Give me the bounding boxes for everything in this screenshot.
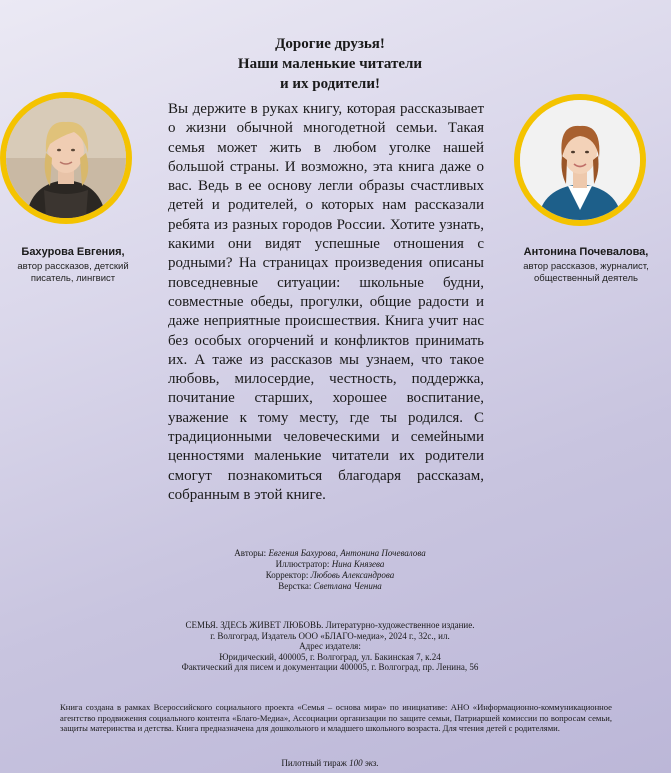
imprint-line-2: г. Волгоград, Издатель ООО «БЛАГО-медиа», 2024 г., 32с., ил. <box>210 630 450 641</box>
credit-corrector-label: Корректор: <box>265 570 309 580</box>
author-name-left: Бахурова Евгения, <box>21 246 125 258</box>
intro-paragraph: Вы держите в руках книгу, которая рассказывает о жизни обычной многодетной семьи. Такая семья может жить в любом уголке нашей большой страны. И возможно, эта книга даже о вас. Ведь в ее основу легли образы счастливых детей и родителей, о которых нам рассказали ребята из разных городов России. Хотите узнать, какими они видят успешные отношения с родными? На страницах произведения описаны повседневные ситуации: школьные будни, совместные обеды, прогулки, общие радости и даже неприятные происшествия. Книга учит нас без особых огорчений и конфликтов принимать их. А таже из рассказов мы узнаем, что такое любовь, милосердие, честность, поддержка, почитание старших, хорошее воспитание, уважение к тому месту, где ты родился. С традиционными человеческими и семейными ценностями маленькие читатели их родители смогут познакомиться благодаря рассказам, собранным в этой книге. <box>168 101 484 503</box>
author-photo-right <box>514 94 646 226</box>
author-photo-left <box>0 92 132 224</box>
imprint-line-5: Фактический для писем и документации 400005, г. Волгоград, пр. Ленина, 56 <box>181 662 479 672</box>
author-role-left-line-1: автор рассказов, детский <box>17 261 129 272</box>
imprint-line-3: Адрес издателя: <box>299 641 361 651</box>
author-role-right-line-2: общественный деятель <box>534 273 638 284</box>
credit-corrector-value: Любовь Александрова <box>310 570 395 580</box>
credits-block <box>150 548 510 592</box>
credit-authors <box>150 548 510 559</box>
credit-authors-value: Евгения Бахурова, Антонина Почевалова <box>268 548 426 558</box>
author-role-right <box>511 261 661 285</box>
print-run-value: 100 экз. <box>349 758 379 768</box>
print-run <box>150 758 510 768</box>
greeting-heading <box>150 34 510 94</box>
portrait-woman-redhead-icon <box>520 100 640 220</box>
credit-layout <box>150 581 510 592</box>
author-role-left-line-2: писатель, лингвист <box>30 273 116 284</box>
project-note: Книга создана в рамках Всероссийского социального проекта «Семья – основа мира» по инициативе: АНО «Информационно-коммуникационное агентство продвижения социального контента «Благо-Медиа», Ассоциации организации по защите семьи, Патриаршей комиссии по вопросам семьи, защиты материнства и детства. Книга предназначена для дошкольного и младшего школьного возраста. Для чтения детей с родителями. <box>60 702 612 733</box>
imprint-block <box>100 620 560 673</box>
credit-layout-label: Верстка: <box>278 581 312 591</box>
heading-line-2: Наши маленькие читатели <box>237 56 423 72</box>
author-role-right-line-1: автор рассказов, журналист, <box>523 261 649 272</box>
imprint-line-1: СЕМЬЯ. ЗДЕСЬ ЖИВЕТ ЛЮБОВЬ. Литературно-художественное издание. <box>185 620 475 630</box>
credit-illustrator-label: Иллюстратор: <box>275 559 330 569</box>
heading-line-1: Дорогие друзья! <box>275 36 385 52</box>
credit-illustrator-value: Нина Князева <box>331 559 385 569</box>
author-name-right: Антонина Почевалова, <box>523 246 649 258</box>
imprint-line-4: Юридический, 400005, г. Волгоград, ул. Бакинская 7, к.24 <box>219 651 441 662</box>
print-run-label: Пилотный тираж <box>281 758 347 768</box>
heading-line-3: и их родители! <box>279 76 380 92</box>
portrait-woman-blonde-icon <box>6 98 126 218</box>
credit-corrector <box>150 570 510 581</box>
credit-authors-label: Авторы: <box>234 548 267 558</box>
author-role-left <box>3 261 143 285</box>
credit-layout-value: Светлана Ченина <box>313 581 382 591</box>
credit-illustrator <box>150 559 510 570</box>
